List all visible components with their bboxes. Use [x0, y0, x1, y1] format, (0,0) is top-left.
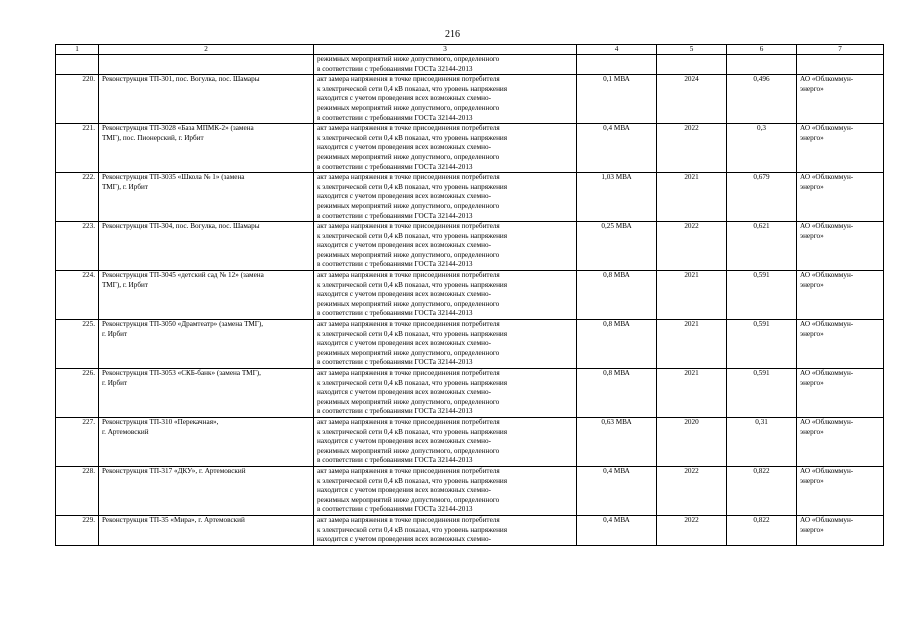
row-description: акт замера напряжения в точке присоединения потребителя к электрической сети 0,4 кВ показал, что уровень напряжения находится с учетом проведения всех возможных схемно- режимных мероприятий ниже допустимого, определенного в соответствии с требованиями ГОСТа 32144-2013	[314, 173, 577, 222]
continuation-num	[56, 55, 99, 75]
row-value: 0,822	[727, 466, 797, 515]
row-year: 2021	[657, 369, 727, 418]
row-organization: АО «Облкоммун- энерго»	[797, 417, 884, 466]
row-organization: АО «Облкоммун- энерго»	[797, 515, 884, 545]
page-number: 216	[445, 29, 460, 40]
continuation-row	[56, 55, 884, 75]
row-power: 0,1 МВА	[577, 75, 657, 124]
row-year: 2021	[657, 173, 727, 222]
table-row	[56, 466, 884, 515]
row-power: 0,8 МВА	[577, 271, 657, 320]
row-name: Реконструкция ТП-3050 «Драмтеатр» (замена ТМГ), г. Ирбит	[99, 320, 314, 369]
row-description: акт замера напряжения в точке присоединения потребителя к электрической сети 0,4 кВ показал, что уровень напряжения находится с учетом проведения всех возможных схемно- режимных мероприятий ниже допустимого, определенного в соответствии с требованиями ГОСТа 32144-2013	[314, 417, 577, 466]
row-number: 220.	[56, 75, 99, 124]
row-value: 0,679	[727, 173, 797, 222]
row-year: 2022	[657, 124, 727, 173]
table-row	[56, 222, 884, 271]
table-row	[56, 173, 884, 222]
row-power: 0,8 МВА	[577, 320, 657, 369]
row-number: 223.	[56, 222, 99, 271]
row-value: 0,822	[727, 515, 797, 545]
row-description: акт замера напряжения в точке присоединения потребителя к электрической сети 0,4 кВ показал, что уровень напряжения находится с учетом проведения всех возможных схемно- режимных мероприятий ниже допустимого, определенного в соответствии с требованиями ГОСТа 32144-2013	[314, 369, 577, 418]
row-description: акт замера напряжения в точке присоединения потребителя к электрической сети 0,4 кВ показал, что уровень напряжения находится с учетом проведения всех возможных схемно- режимных мероприятий ниже допустимого, определенного в соответствии с требованиями ГОСТа 32144-2013	[314, 466, 577, 515]
row-number: 227.	[56, 417, 99, 466]
row-number: 226.	[56, 369, 99, 418]
continuation-description: режимных мероприятий ниже допустимого, определенного в соответствии с требованиями ГОСТа 32144-2013	[314, 55, 577, 75]
column-header-2: 2	[99, 45, 314, 55]
row-value: 0,591	[727, 320, 797, 369]
table-row	[56, 75, 884, 124]
row-description: акт замера напряжения в точке присоединения потребителя к электрической сети 0,4 кВ показал, что уровень напряжения находится с учетом проведения всех возможных схемно- режимных мероприятий ниже допустимого, определенного в соответствии с требованиями ГОСТа 32144-2013	[314, 222, 577, 271]
column-header-1: 1	[56, 45, 99, 55]
row-description: акт замера напряжения в точке присоединения потребителя к электрической сети 0,4 кВ показал, что уровень напряжения находится с учетом проведения всех возможных схемно- режимных мероприятий ниже допустимого, определенного в соответствии с требованиями ГОСТа 32144-2013	[314, 271, 577, 320]
table-row	[56, 271, 884, 320]
row-organization: АО «Облкоммун- энерго»	[797, 124, 884, 173]
continuation-year	[657, 55, 727, 75]
row-name: Реконструкция ТП-3053 «СКБ-банк» (замена ТМГ), г. Ирбит	[99, 369, 314, 418]
row-power: 0,8 МВА	[577, 369, 657, 418]
row-year: 2022	[657, 515, 727, 545]
row-name: Реконструкция ТП-3028 «База МПМК-2» (замена ТМГ), пос. Пионерский, г. Ирбит	[99, 124, 314, 173]
row-power: 0,4 МВА	[577, 515, 657, 545]
row-year: 2024	[657, 75, 727, 124]
row-value: 0,591	[727, 271, 797, 320]
row-power: 0,4 МВА	[577, 466, 657, 515]
row-description: акт замера напряжения в точке присоединения потребителя к электрической сети 0,4 кВ показал, что уровень напряжения находится с учетом проведения всех возможных схемно-	[314, 515, 577, 545]
row-year: 2021	[657, 271, 727, 320]
header-row	[56, 45, 884, 55]
column-header-7: 7	[797, 45, 884, 55]
continuation-value	[727, 55, 797, 75]
row-number: 224.	[56, 271, 99, 320]
row-name: Реконструкция ТП-3045 «детский сад № 12» (замена ТМГ), г. Ирбит	[99, 271, 314, 320]
column-header-5: 5	[657, 45, 727, 55]
row-year: 2022	[657, 222, 727, 271]
table-row	[56, 369, 884, 418]
table-row	[56, 515, 884, 545]
row-description: акт замера напряжения в точке присоединения потребителя к электрической сети 0,4 кВ показал, что уровень напряжения находится с учетом проведения всех возможных схемно- режимных мероприятий ниже допустимого, определенного в соответствии с требованиями ГОСТа 32144-2013	[314, 320, 577, 369]
continuation-name	[99, 55, 314, 75]
row-value: 0,496	[727, 75, 797, 124]
table-row	[56, 320, 884, 369]
row-number: 228.	[56, 466, 99, 515]
data-table	[55, 44, 884, 546]
table-row	[56, 417, 884, 466]
row-number: 225.	[56, 320, 99, 369]
row-name: Реконструкция ТП-301, пос. Вогулка, пос. Шамары	[99, 75, 314, 124]
row-power: 0,25 МВА	[577, 222, 657, 271]
row-value: 0,3	[727, 124, 797, 173]
row-organization: АО «Облкоммун- энерго»	[797, 173, 884, 222]
row-power: 1,03 МВА	[577, 173, 657, 222]
row-power: 0,4 МВА	[577, 124, 657, 173]
continuation-org	[797, 55, 884, 75]
row-name: Реконструкция ТП-304, пос. Вогулка, пос. Шамары	[99, 222, 314, 271]
row-number: 221.	[56, 124, 99, 173]
row-description: акт замера напряжения в точке присоединения потребителя к электрической сети 0,4 кВ показал, что уровень напряжения находится с учетом проведения всех возможных схемно- режимных мероприятий ниже допустимого, определенного в соответствии с требованиями ГОСТа 32144-2013	[314, 124, 577, 173]
row-value: 0,591	[727, 369, 797, 418]
table-row	[56, 124, 884, 173]
row-year: 2020	[657, 417, 727, 466]
continuation-power	[577, 55, 657, 75]
row-organization: АО «Облкоммун- энерго»	[797, 75, 884, 124]
row-value: 0,621	[727, 222, 797, 271]
row-value: 0,31	[727, 417, 797, 466]
column-header-3: 3	[314, 45, 577, 55]
row-power: 0,63 МВА	[577, 417, 657, 466]
row-name: Реконструкция ТП-310 «Перекачная», г. Артемовский	[99, 417, 314, 466]
column-header-4: 4	[577, 45, 657, 55]
row-organization: АО «Облкоммун- энерго»	[797, 466, 884, 515]
row-name: Реконструкция ТП-35 «Мира», г. Артемовский	[99, 515, 314, 545]
row-organization: АО «Облкоммун- энерго»	[797, 369, 884, 418]
row-year: 2022	[657, 466, 727, 515]
row-year: 2021	[657, 320, 727, 369]
row-organization: АО «Облкоммун- энерго»	[797, 271, 884, 320]
row-description: акт замера напряжения в точке присоединения потребителя к электрической сети 0,4 кВ показал, что уровень напряжения находится с учетом проведения всех возможных схемно- режимных мероприятий ниже допустимого, определенного в соответствии с требованиями ГОСТа 32144-2013	[314, 75, 577, 124]
row-number: 229.	[56, 515, 99, 545]
row-number: 222.	[56, 173, 99, 222]
row-organization: АО «Облкоммун- энерго»	[797, 222, 884, 271]
column-header-6: 6	[727, 45, 797, 55]
row-name: Реконструкция ТП-3035 «Школа № 1» (замена ТМГ), г. Ирбит	[99, 173, 314, 222]
row-name: Реконструкция ТП-317 «ДКУ», г. Артемовский	[99, 466, 314, 515]
row-organization: АО «Облкоммун- энерго»	[797, 320, 884, 369]
